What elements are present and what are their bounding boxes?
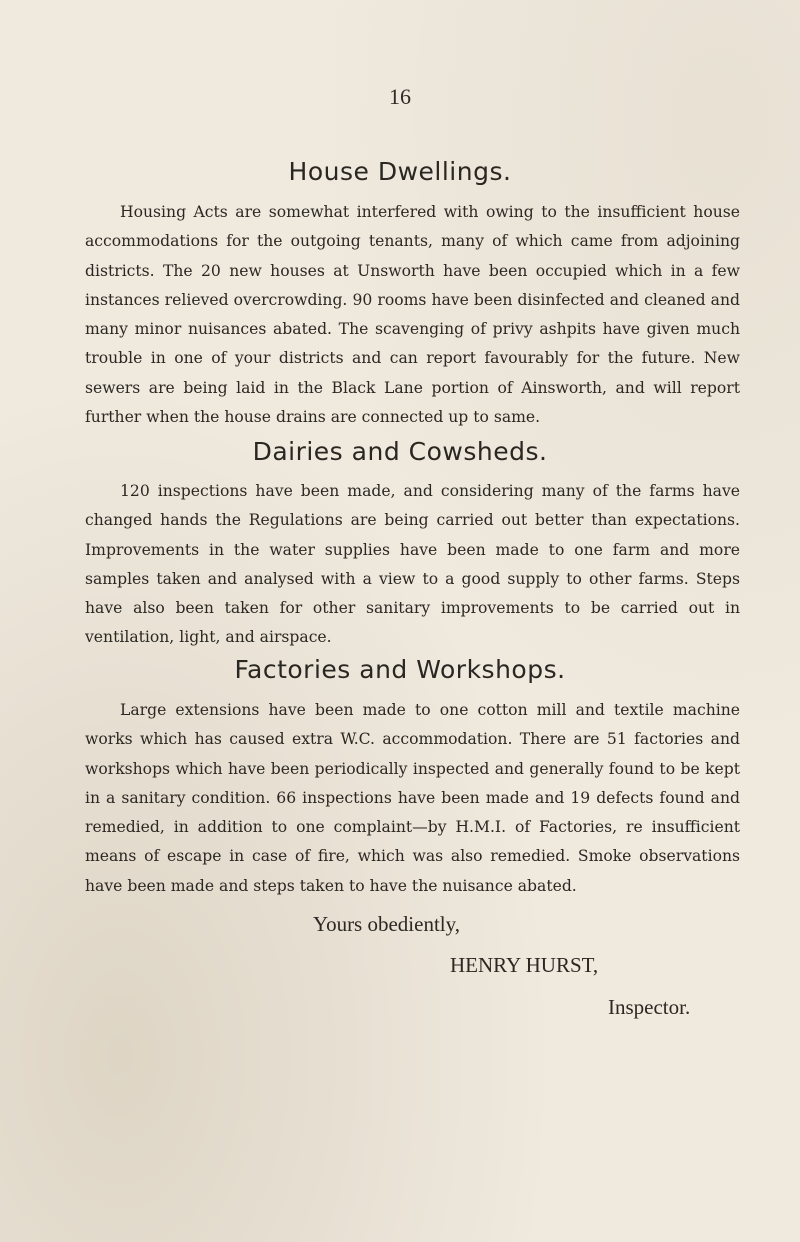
signoff-name: HENRY HURST,: [450, 953, 599, 977]
heading-dairies-cowsheds: Dairies and Cowsheds.: [252, 437, 548, 466]
paragraph-house-dwellings: Housing Acts are somewhat interfered with owing to the insufficient house accommodations for the outgoing tenants, many of which came from adjoining districts. The 20 new houses at Unsworth have been occupied which in a few instances relieved overcrowding. 90 rooms have been disinfected and cleaned and many minor nuisances abated. The scavenging of privy ashpits have given much trouble in one of your districts and can report favourably for the future. New sewers are being laid in the Black Lane portion of Ainsworth, and will report further when the house drains are connected up to same.: [85, 203, 740, 427]
heading-factories-workshops: Factories and Workshops.: [234, 655, 566, 684]
page-number: 16: [389, 84, 411, 109]
signoff-closing: Yours obediently,: [313, 912, 461, 936]
paragraph-dairies-cowsheds: 120 inspections have been made, and considering many of the farms have changed hands the Regulations are being carried out better than expectations. Improvements in the water supplies have been made to one farm and more samples taken and analysed with a view to a good supply to other farms. Steps have also been taken for other sanitary improvements to be carried out in ventilation, light, and airspace.: [85, 482, 740, 647]
signoff-title: Inspector.: [608, 995, 691, 1019]
paragraph-factories-workshops: Large extensions have been made to one cotton mill and textile machine works which has caused extra W.C. accommodation. There are 51 factories and workshops which have been periodically inspected and generally found to be kept in a sanitary condition. 66 inspections have been made and 19 defects found and remedied, in addition to one complaint—by H.M.I. of Factories, re insufficient means of escape in case of fire, which was also remedied. Smoke observations have been made and steps taken to have the nuisance abated.: [85, 701, 740, 895]
heading-house-dwellings: House Dwellings.: [288, 157, 512, 186]
